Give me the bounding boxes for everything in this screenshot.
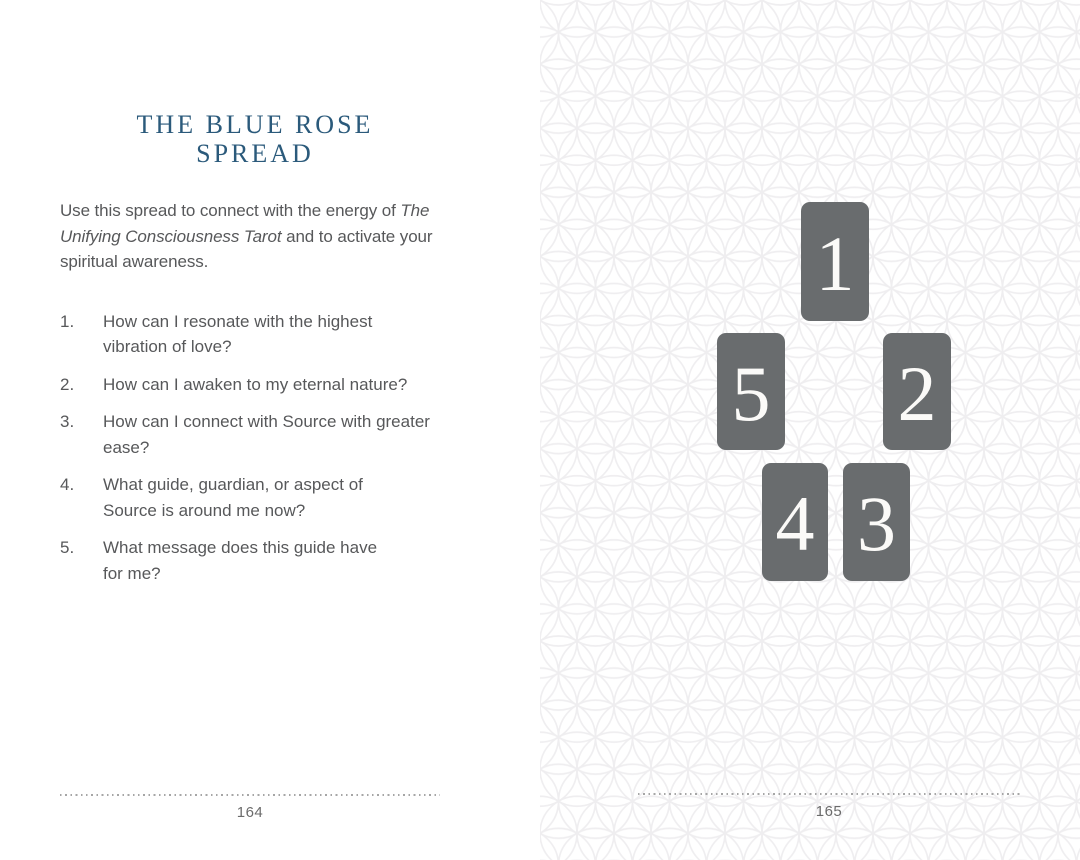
page-title-line-2: SPREAD — [196, 139, 314, 168]
card-number: 2 — [897, 349, 937, 437]
list-text: What message does this guide have for me? — [103, 538, 378, 583]
list-number: 1. — [60, 311, 75, 331]
page-title — [60, 110, 450, 168]
list-number: 4. — [60, 475, 75, 494]
page-right — [540, 0, 1080, 860]
tarot-card-position-4 — [762, 463, 828, 581]
right-page-footer — [638, 793, 1020, 820]
tarot-card-position-1 — [801, 202, 869, 321]
card-number: 5 — [731, 349, 771, 437]
footer-divider — [638, 793, 1020, 795]
left-page-footer — [60, 794, 440, 821]
intro-italic-deck-title: The Unifying Consciousness Tarot — [60, 201, 430, 246]
list-item-3 — [60, 409, 450, 460]
list-item-1 — [60, 309, 450, 360]
card-number: 1 — [815, 219, 855, 307]
tarot-card-position-2 — [883, 333, 951, 450]
intro-text-pre: Use this spread to connect with the energy of — [60, 201, 401, 220]
list-number: 2. — [60, 374, 75, 394]
page-title-line-1: THE BLUE ROSE — [136, 110, 374, 139]
list-item-4 — [60, 472, 450, 523]
card-number: 3 — [857, 480, 896, 567]
list-item-5 — [60, 535, 450, 586]
page-number-right: 165 — [815, 803, 843, 820]
list-number: 3. — [60, 412, 75, 431]
list-text: How can I resonate with the highest vibration of love? — [103, 311, 373, 356]
flower-of-life-pattern — [540, 0, 1080, 860]
list-text: How can I awaken to my eternal nature? — [103, 374, 408, 394]
tarot-card-position-5 — [717, 333, 785, 450]
card-number: 4 — [775, 480, 815, 567]
questions-list — [60, 309, 450, 587]
intro-text-post: and to activate your spiritual awareness. — [60, 226, 433, 271]
left-page-content — [60, 0, 450, 598]
list-number: 5. — [60, 538, 75, 557]
intro-paragraph — [60, 198, 450, 275]
tarot-card-position-3 — [843, 463, 910, 581]
list-text: What guide, guardian, or aspect of Source is around me now? — [103, 475, 363, 520]
footer-divider — [60, 794, 440, 796]
list-item-2 — [60, 372, 450, 398]
list-text: How can I connect with Source with greater ease? — [103, 412, 430, 457]
page-number-left: 164 — [236, 804, 264, 821]
